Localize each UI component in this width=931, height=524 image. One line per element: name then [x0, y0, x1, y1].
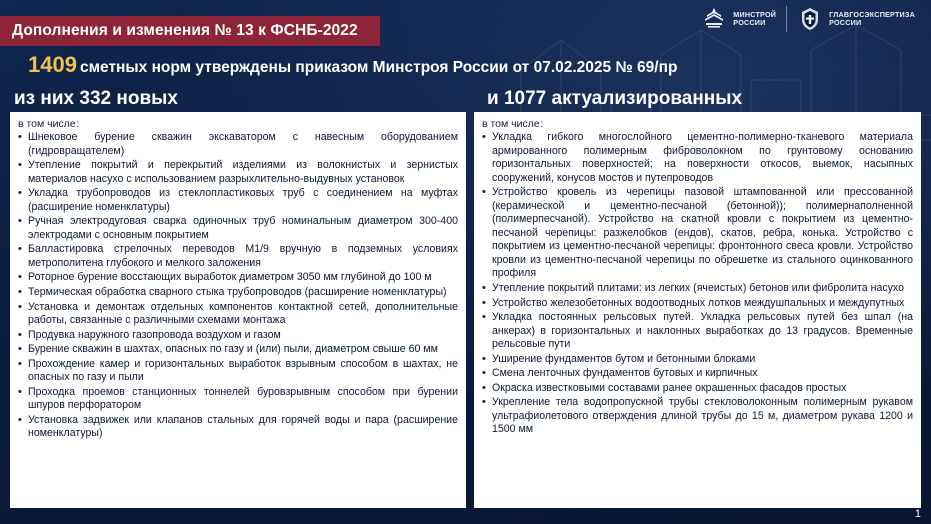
- right-panel: [474, 112, 921, 508]
- list-item: • Утепление покрытий плитами: из легких (ячеистых) бетонов или фибролита насухо: [482, 282, 913, 296]
- minstroy-logo-line2: РОССИИ: [733, 18, 766, 27]
- list-item: • Устройство железобетонных водоотводных лотков междушпальных и междупутных: [482, 297, 913, 311]
- logo-divider: [786, 6, 787, 32]
- list-item: • Бурение скважин в шахтах, опасных по газу и (или) пыли, диаметром свыше 60 мм: [18, 343, 458, 357]
- minstroy-logo-line1: МИНСТРОЙ: [733, 9, 777, 19]
- right-panel-intro: в том числе:: [482, 118, 543, 130]
- list-item: • Укрепление тела водопропускной трубы стекловолоконным полимерным рукавом ультрафиолетового отверждения длиной трубы до 15 м, диаметром рукава 1200 и 1500 мм: [482, 396, 913, 437]
- logo-glavgosexpertiza: [797, 6, 915, 32]
- list-item: • Шнековое бурение скважин экскаватором с навесным оборудованием (гидровращателем): [18, 131, 458, 158]
- glavgosexpertiza-emblem-icon: [797, 6, 823, 32]
- left-column-header-label: из них 332 новых: [14, 88, 178, 109]
- list-item: • Укладка гибкого многослойного цементно-полимерно-тканевого материала армированного полимерным фиброволокном по грунтовому основанию горизонтальных поверхностей; на поверхности откосов, выемок, насыпных сооружений, конусов мостов и путепроводов: [482, 131, 913, 185]
- left-panel-list: [18, 131, 458, 441]
- right-column-header: [487, 86, 742, 112]
- list-item: • Смена ленточных фундаментов бутовых и кирпичных: [482, 367, 913, 381]
- headline-number: 1409: [28, 52, 77, 77]
- logos: [701, 6, 915, 32]
- page-number: 1: [914, 508, 921, 520]
- list-item: • Продувка наружного газопровода воздухом и газом: [18, 329, 458, 343]
- slide-title: Дополнения и изменения № 13 к ФСНБ-2022: [12, 22, 358, 39]
- list-item: • Термическая обработка сварного стыка трубопроводов (расширение номенклатуры): [18, 286, 458, 300]
- list-item: • Уширение фундаментов бутом и бетонными блоками: [482, 353, 913, 367]
- list-item: • Прохождение камер и горизонтальных выработок взрывным способом в шахтах, не опасных по газу и пыли: [18, 358, 458, 385]
- glavgos-logo-line2: РОССИИ: [829, 18, 862, 27]
- list-item: • Проходка проемов станционных тоннелей буровзрывным способом при бурении шпуров перфоратором: [18, 386, 458, 413]
- glavgosexpertiza-logo-text: [829, 11, 915, 28]
- list-item: • Укладка постоянных рельсовых путей. Укладка рельсовых путей без шпал (на анкерах) в горизонтальных и наклонных выработках до 13 градусов. Временные рельсовые пути: [482, 311, 913, 352]
- slide-title-ribbon: [0, 16, 380, 46]
- list-item: • Балластировка стрелочных переводов М1/9 вручную в подземных условиях метрополитена глубокого и мелкого заложения: [18, 243, 458, 270]
- glavgos-logo-line1: ГЛАВГОСЭКСПЕРТИЗА: [829, 9, 915, 19]
- list-item: • Укладка трубопроводов из стеклопластиковых труб с соединением на муфтах (расширение номенклатуры): [18, 187, 458, 214]
- right-panel-list: [482, 131, 913, 437]
- minstroy-logo-text: [733, 11, 776, 28]
- left-column-header: [14, 86, 178, 112]
- list-item: • Роторное бурение восстающих выработок диаметром 3050 мм глубиной до 100 м: [18, 271, 458, 285]
- headline: [28, 52, 677, 78]
- list-item: • Ручная электродуговая сварка одиночных труб номинальным диаметром 300-400 электродами с основным покрытием: [18, 215, 458, 242]
- list-item: • Устройство кровель из черепицы пазовой штампованной или прессованной (керамической и цементно-песчаной (бетонной)); полимернаполненной (полимерпесчаной). Устройство на скатной кровли с покрытием из цементно-песчаной черепицы: разжелобков (ендов), скатов, ребра, конька. Устройство с покрытием из цементно-песчаной черепицы: фронтонного свеса кровли. Устройство кровли из цементно-песчаной черепицы по обрешетке из стального оцинкованного профиля: [482, 186, 913, 281]
- minstroy-emblem-icon: [701, 6, 727, 32]
- list-item: • Утепление покрытий и перекрытий изделиями из волокнистых и зернистых материалов насухо с использованием разрыхлительно-выдувных установок: [18, 159, 458, 186]
- headline-text: сметных норм утверждены приказом Минстроя России от 07.02.2025 № 69/пр: [79, 59, 678, 76]
- logo-minstroy: [701, 6, 776, 32]
- left-panel: [10, 112, 466, 508]
- right-column-header-label: и 1077 актуализированных: [487, 88, 743, 109]
- left-panel-intro: в том числе:: [18, 118, 79, 130]
- list-item: • Установка задвижек или клапанов стальных для горячей воды и пара (расширение номенклатуры): [18, 414, 458, 441]
- list-item: • Установка и демонтаж отдельных компонентов контактной сетей, дополнительные работы, связанные с различными схемами монтажа: [18, 301, 458, 328]
- list-item: • Окраска известковыми составами ранее окрашенных фасадов простых: [482, 382, 913, 396]
